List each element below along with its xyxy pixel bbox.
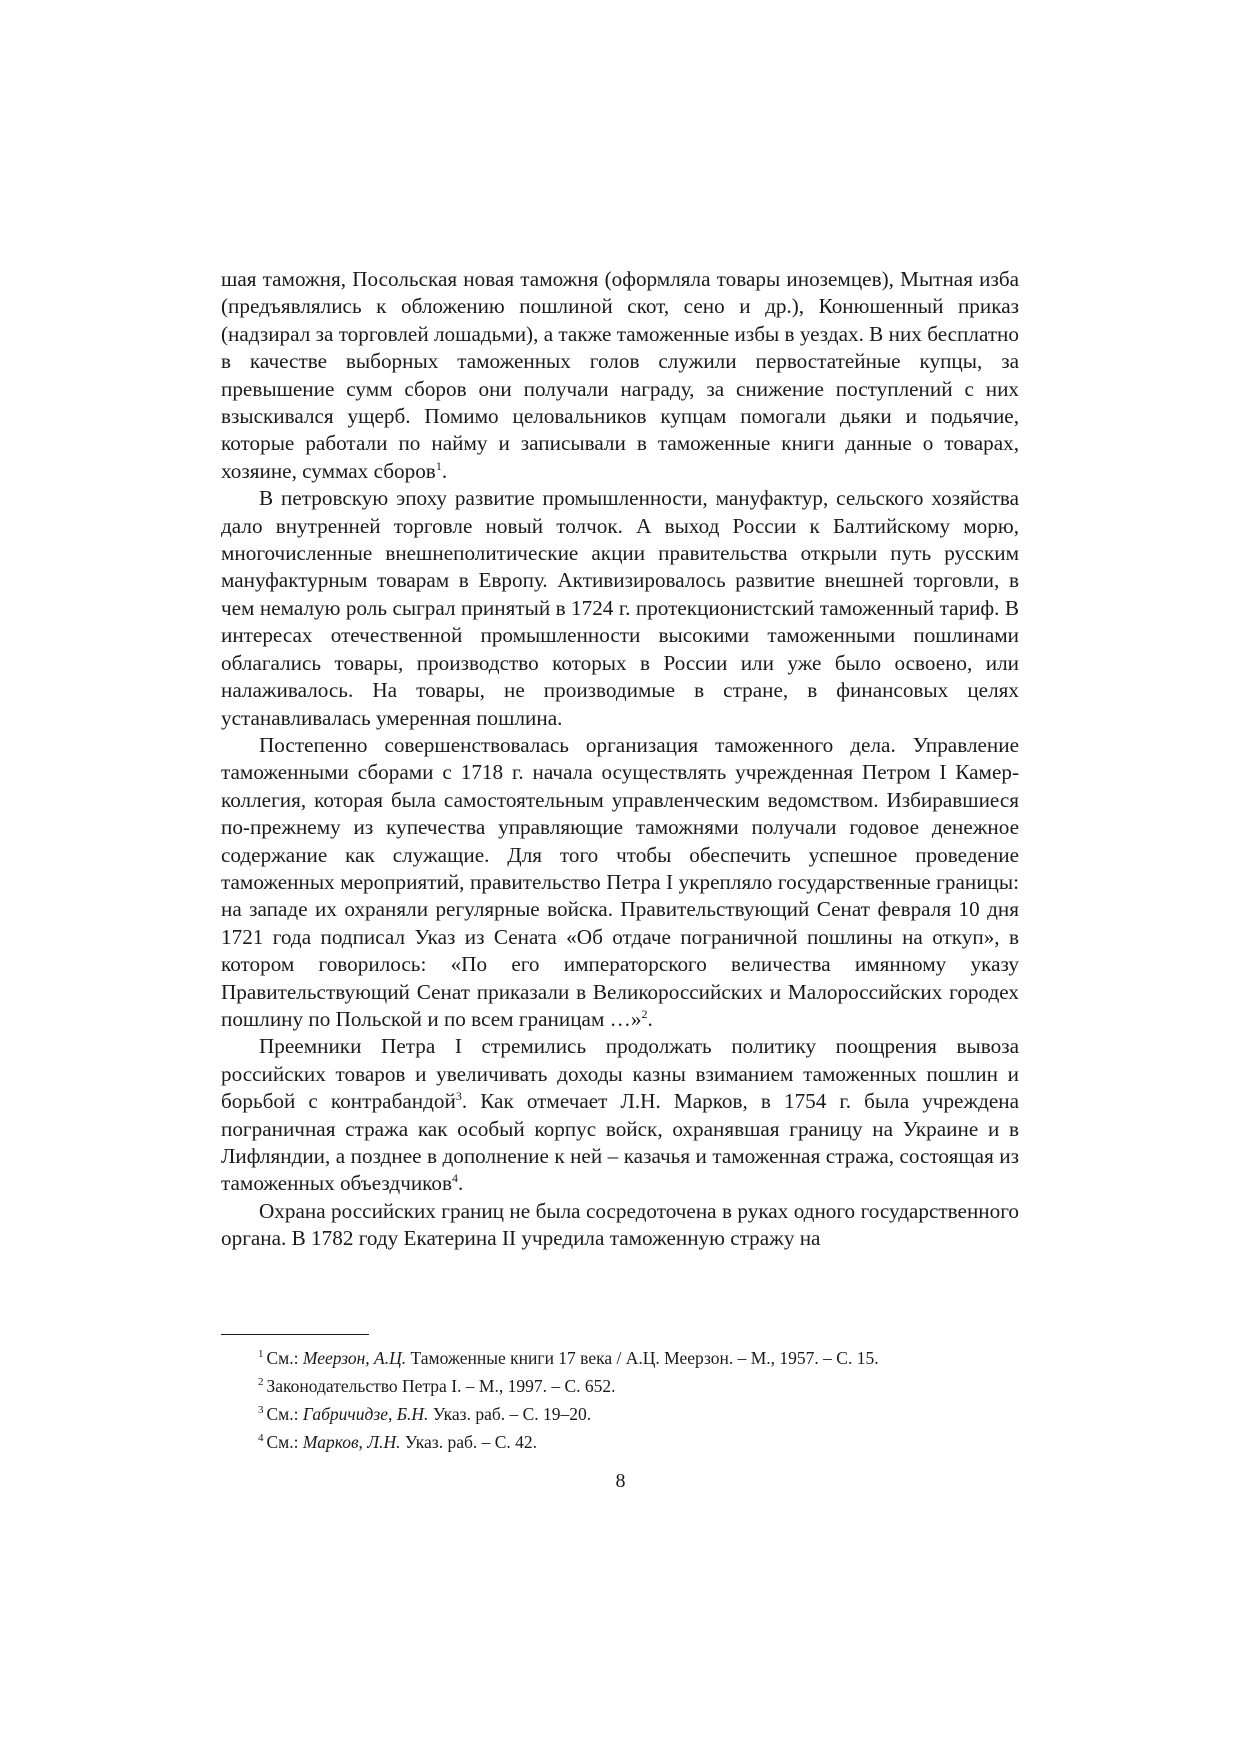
paragraph-4: [221, 1033, 1019, 1197]
footnote-3-prefix: См.:: [266, 1404, 303, 1424]
footnote-ref-4[interactable]: 4: [452, 1171, 459, 1186]
paragraph-3: [221, 732, 1019, 1033]
paragraph-3-text: Постепенно совершенствовалась организация таможенного дела. Управление таможенными сборами с 1718 г. начала осуществлять учрежденная Петром I Камер-коллегия, которая была самостоятельным управленческим ведомством. Избиравшиеся по-прежнему из купечества управляющие таможнями получали годовое денежное содержание как служащие. Для того чтобы обеспечить успешное проведение таможенных мероприятий, правительство Петра I укрепляло государственные границы: на западе их охраняли регулярные войска. Правительствующий Сенат февраля 10 дня 1721 года подписал Указ из Сената «Об отдаче пограничной пошлины на откуп», в котором говорилось: «По его императорского величества имянному указу Правительствующий Сенат приказали в Великороссийских и Малороссийских городех пошлину по Польской и по всем границам …»: [221, 732, 1019, 1031]
footnote-4-prefix: См.:: [266, 1432, 303, 1452]
paragraph-1-tail: .: [441, 458, 448, 483]
footnote-1-text: Таможенные книги 17 века / А.Ц. Меерзон. – М., 1957. – С. 15.: [406, 1348, 879, 1368]
paragraph-3-tail: .: [647, 1006, 653, 1031]
footnote-1: [258, 1344, 1018, 1372]
paragraph-5-text: Охрана российских границ не была сосредоточена в руках одного государственного органа. В 1782 году Екатерина II учредила таможенную стражу на: [221, 1198, 1019, 1251]
paragraph-4-text-a: Преемники Петра I стремились продолжать политику поощрения вывоза российских товаров и увеличивать доходы казны взиманием таможенных пошлин и борьбой с контрабандой: [221, 1034, 1019, 1114]
main-text: [221, 266, 1019, 1253]
footnote-4: [258, 1428, 1018, 1456]
footnote-ref-3[interactable]: 3: [455, 1089, 462, 1104]
paragraph-5: [221, 1198, 1019, 1253]
footnote-4-number: 4: [258, 1432, 264, 1445]
footnote-4-author: Марков, Л.Н.: [302, 1432, 401, 1452]
footnote-3-author: Габричидзе, Б.Н.: [302, 1404, 429, 1424]
footnote-2: [258, 1372, 1018, 1400]
page-number: 8: [615, 1470, 626, 1492]
footnote-4-text: Указ. раб. – С. 42.: [400, 1432, 538, 1452]
paragraph-1: [221, 266, 1019, 485]
paragraph-4-text-b: . Как отмечает Л.Н. Марков, в 1754 г. была учреждена пограничная стража как особый корпус войск, охранявшая границу на Украине и в Лифляндии, а позднее в дополнение к ней – казачья и таможенная стража, состоящая из таможенных объездчиков: [221, 1089, 1020, 1196]
footnote-2-text: Законодательство Петра I. – М., 1997. – С. 652.: [266, 1376, 616, 1396]
paragraph-1-text: шая таможня, Посольская новая таможня (оформляла товары иноземцев), Мытная изба (предъявлялись к обложению пошлиной скот, сено и др.), Конюшенный приказ (надзирал за торговлей лошадьми), а также таможенные избы в уездах. В них бесплатно в качестве выборных таможенных голов служили первостатейные купцы, за превышение сумм сборов они получали награду, за снижение поступлений с них взыскивался ущерб. Помимо целовальников купцам помогали дьяки и подьячие, которые работали по найму и записывали в таможенные книги данные о товарах, хозяине, суммах сборов: [221, 267, 1019, 483]
footnotes: [258, 1344, 1018, 1456]
footnote-3-number: 3: [258, 1404, 264, 1417]
footnote-ref-1[interactable]: 1: [435, 458, 442, 473]
paragraph-2: [221, 485, 1019, 732]
footnote-ref-2[interactable]: 2: [641, 1006, 648, 1021]
footnote-1-number: 1: [258, 1348, 264, 1361]
paragraph-2-text: В петровскую эпоху развитие промышленности, мануфактур, сельского хозяйства дало внутренней торговле новый толчок. А выход России к Балтийскому морю, многочисленные внешнеполитические акции правительства открыли путь русским мануфактурным товарам в Европу. Активизировалось развитие внешней торговли, в чем немалую роль сыграл принятый в 1724 г. протекционистский таможенный тариф. В интересах отечественной промышленности высокими таможенными пошлинами облагались товары, производство которых в России или уже было освоено, или налаживалось. На товары, не производимые в стране, в финансовых целях устанавливалась умеренная пошлина.: [221, 486, 1019, 730]
footnote-1-author: Меерзон, А.Ц.: [302, 1348, 407, 1368]
footnote-3: [258, 1400, 1018, 1428]
footnote-divider: [221, 1334, 369, 1335]
paragraph-4-tail: .: [458, 1171, 464, 1196]
footnote-1-prefix: См.:: [266, 1348, 303, 1368]
footnote-2-number: 2: [258, 1376, 264, 1389]
footnote-3-text: Указ. раб. – С. 19–20.: [428, 1404, 592, 1424]
